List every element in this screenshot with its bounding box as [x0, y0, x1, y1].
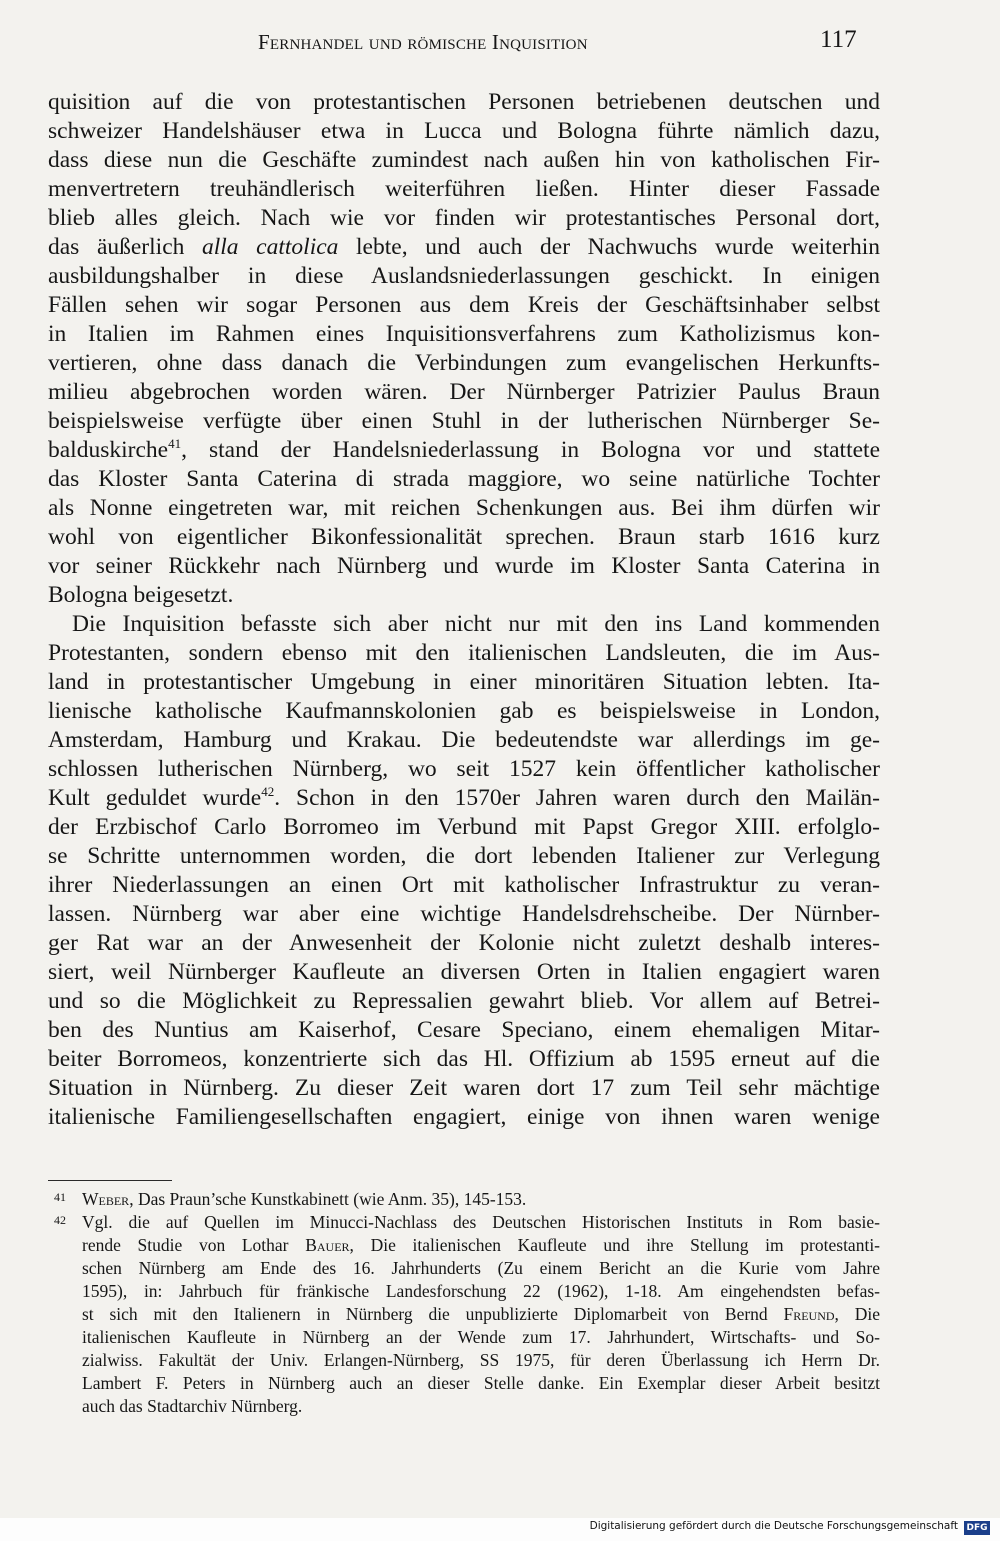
footnote-line: schen Nürnberg am Ende des 16. Jahrhunderts (Zu einem Bericht an die Kurie vom Jahre [82, 1258, 880, 1278]
italic-phrase: alla cattolica [202, 234, 339, 260]
footnote-divider [48, 1180, 172, 1181]
footnote-ref-41[interactable]: 41 [168, 436, 182, 451]
text-line: menvertretern treuhändlerisch weiterführen ließen. Hinter dieser Fassade [48, 176, 880, 202]
text-line: Amsterdam, Hamburg und Krakau. Die bedeutendste war allerdings im ge- [48, 727, 880, 753]
text-line: ihrer Niederlassungen an einen Ort mit katholischer Infrastruktur zu veran- [48, 872, 880, 898]
text-line: land in protestantischer Umgebung in einer minoritären Situation lebten. Ita- [48, 669, 880, 695]
funding-credit: Digitalisierung gefördert durch die Deutsche Forschungsgemeinschaft [589, 1520, 958, 1532]
text-line: in Italien im Rahmen eines Inquisitionsverfahrens zum Katholizismus kon- [48, 321, 880, 347]
text-line: beispielsweise verfügte über einen Stuhl in der lutherischen Nürnberger Se- [48, 408, 880, 434]
footnote-line: Lambert F. Peters in Nürnberg auch an dieser Stelle danke. Ein Exemplar dieser Arbeit besitzt [82, 1373, 880, 1393]
text-line [48, 233, 880, 262]
text-line: wohl von eigentlicher Bikonfessionalität sprechen. Braun starb 1616 kurz [48, 524, 880, 550]
running-header: Fernhandel und römische Inquisition [258, 30, 588, 54]
text-line: Die Inquisition befasste sich aber nicht nur mit den ins Land kommenden [72, 611, 880, 637]
footnote-line: italienischen Kaufleute in Nürnberg an der Wende zum 17. Jahrhundert, Wirtschafts- und So- [82, 1327, 880, 1347]
footnote-line [48, 1303, 880, 1326]
text-line: beiter Borromeos, konzentrierte sich das Hl. Offizium ab 1595 erneut auf die [48, 1046, 880, 1072]
body-text [48, 88, 880, 1132]
footnote-41 [48, 1188, 880, 1211]
text-line [48, 436, 880, 465]
footnote-number: 41 [54, 1190, 66, 1204]
digitization-footer [0, 1518, 1000, 1541]
text-segment: . Schon in den 1570er Jahren waren durch den Mailän- [274, 785, 880, 811]
text-line: siert, weil Nürnberger Kaufleute an diversen Orten in Italien engagiert waren [48, 959, 880, 985]
page-number: 117 [820, 26, 857, 53]
footnote-text: rende Studie von Lothar [82, 1235, 289, 1255]
text-line: Situation in Nürnberg. Zu dieser Zeit waren dort 17 zum Teil sehr mächtige [48, 1075, 880, 1101]
footnote-text: , Die [834, 1304, 880, 1324]
footnote-text: st sich mit den Italienern in Nürnberg die unpublizierte Diplomarbeit von Bernd [82, 1304, 768, 1324]
text-line: milieu abgebrochen worden wären. Der Nürnberger Patrizier Paulus Braun [48, 379, 880, 405]
text-line: das Kloster Santa Caterina di strada maggiore, wo seine natürliche Tochter [48, 466, 880, 492]
text-line: schlossen lutherischen Nürnberg, wo seit 1527 kein öffentlicher katholischer [48, 756, 880, 782]
text-segment: lebte, und auch der Nachwuchs wurde weiterhin [356, 234, 880, 260]
dfg-logo-icon: DFG [964, 1521, 990, 1535]
text-line: als Nonne eingetreten war, mit reichen Schenkungen aus. Bei ihm dürfen wir [48, 495, 880, 521]
footnotes [48, 1188, 880, 1418]
text-line: se Schritte unternommen worden, die dort lebenden Italiener zur Verlegung [48, 843, 880, 869]
text-line: lassen. Nürnberg war aber eine wichtige Handelsdrehscheibe. Der Nürnber- [48, 901, 880, 927]
text-line: Bologna beigesetzt. [48, 582, 234, 608]
text-line: Protestanten, sondern ebenso mit den italienischen Landsleuten, die im Aus- [48, 640, 880, 666]
text-line: lienische katholische Kaufmannskolonien gab es beispielsweise in London, [48, 698, 880, 724]
text-segment: , stand der Handelsniederlassung in Bologna vor und stattete [181, 437, 880, 463]
footnote-number: 42 [54, 1213, 66, 1227]
text-segment: balduskirche [48, 437, 169, 463]
author-name: Freund [783, 1304, 835, 1324]
text-line: dass diese nun die Geschäfte zumindest nach außen hin von katholischen Fir- [48, 147, 880, 173]
footnote-text: Vgl. die auf Quellen im Minucci-Nachlass des Deutschen Historischen Instituts in Rom basie- [82, 1212, 880, 1232]
text-line: schweizer Handelshäuser etwa in Lucca und Bologna führte nämlich dazu, [48, 118, 880, 144]
text-line: quisition auf die von protestantischen Personen betriebenen deutschen und [48, 89, 880, 115]
text-line: ausbildungshalber in diese Auslandsniederlassungen geschickt. In einigen [48, 263, 880, 289]
footnote-text: , Das Praun’sche Kunstkabinett (wie Anm. 35), 145-153. [129, 1189, 527, 1209]
footnote-line: 1595), in: Jahrbuch für fränkische Landesforschung 22 (1962), 1-18. Am eingehendsten befas- [82, 1281, 880, 1301]
footnote-ref-42[interactable]: 42 [261, 784, 275, 799]
footnote-line [48, 1234, 880, 1257]
text-line: vor seiner Rückkehr nach Nürnberg und wurde im Kloster Santa Caterina in [48, 553, 880, 579]
text-line: und so die Möglichkeit zu Repressalien gewahrt blieb. Vor allem auf Betrei- [48, 988, 880, 1014]
text-line: ben des Nuntius am Kaiserhof, Cesare Speciano, einem ehemaligen Mitar- [48, 1017, 880, 1043]
text-line: italienische Familiengesellschaften engagiert, einige von ihnen waren wenige [48, 1104, 880, 1130]
text-line: blieb alles gleich. Nach wie vor finden wir protestantisches Personal dort, [48, 205, 880, 231]
author-name: Bauer [305, 1235, 350, 1255]
footnote-42 [48, 1211, 880, 1234]
footnote-line: zialwiss. Fakultät der Univ. Erlangen-Nürnberg, SS 1975, für deren Überlassung ich Herrn Dr. [82, 1350, 880, 1370]
footnote-line: auch das Stadtarchiv Nürnberg. [82, 1396, 303, 1416]
text-line: ger Rat war an der Anwesenheit der Kolonie nicht zuletzt deshalb interes- [48, 930, 880, 956]
text-line: Fällen sehen wir sogar Personen aus dem Kreis der Geschäftsinhaber selbst [48, 292, 880, 318]
footnote-text: , Die italienischen Kaufleute und ihre Stellung im protestanti- [349, 1235, 880, 1255]
text-line [48, 784, 880, 813]
author-name: Weber [82, 1189, 130, 1209]
text-line: der Erzbischof Carlo Borromeo im Verbund mit Papst Gregor XIII. erfolglo- [48, 814, 880, 840]
text-segment: das äußerlich [48, 234, 185, 260]
text-line: vertieren, ohne dass danach die Verbindungen zum evangelischen Herkunfts- [48, 350, 880, 376]
text-segment: Kult geduldet wurde [48, 785, 262, 811]
